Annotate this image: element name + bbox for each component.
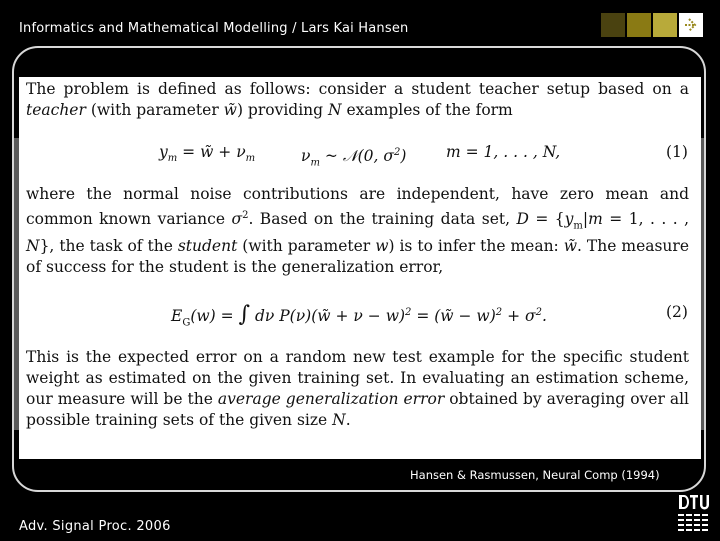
citation: Hansen & Rasmussen, Neural Comp (1994) — [410, 468, 660, 482]
paragraph-2: where the normal noise contributions are independent, have zero mean and common known variance $\sigma^2$. Based on the training data set, $D = \{y_m|m = 1$, . . . , N}, the task of the student (with parameter w) is to infer the mean: w̃. The measure of success for the student is the generalization error, — [26, 185, 690, 277]
eq1-left: $y_m$ = w̃ + $\nu_m$ — [159, 143, 256, 165]
eq1-right: m = 1, . . . , N, — [446, 143, 561, 161]
eq2-text: $E_G(w)$ = ∫ dν P(ν)(w̃ + ν − w)$^2$ = (w̃ − $w)^2 + \sigma^2$. — [171, 302, 547, 329]
eq1-number: (1) — [666, 143, 688, 161]
header-title: Informatics and Mathematical Modelling / Lars Kai Hansen — [19, 21, 409, 36]
footer-course: Adv. Signal Proc. 2006 — [19, 519, 171, 534]
eq1-mid: $\nu_m$ ~ 𝒩(0, $\sigma^2$) — [301, 147, 407, 169]
dtu-logo-icon — [676, 493, 710, 541]
square-dark-olive[interactable] — [601, 13, 625, 37]
slide-content — [19, 77, 701, 459]
paragraph-1: The problem is defined as follows: consider a student teacher setup based on a teacher (with parameter w̃) providing N examples of the form — [26, 80, 689, 119]
eq2-number: (2) — [666, 303, 688, 322]
paragraph-3: This is the expected error on a random new test example for the specific student weight as estimated on the given training set. In evaluating an estimation scheme, our measure will be the average generalization error obtained by averaging over all possible training sets of the given size N. — [26, 348, 690, 430]
next-arrow-icon[interactable] — [679, 13, 703, 37]
equation-1 — [26, 142, 689, 169]
square-light-olive[interactable] — [653, 13, 677, 37]
square-olive[interactable] — [627, 13, 651, 37]
equation-2 — [26, 302, 689, 329]
